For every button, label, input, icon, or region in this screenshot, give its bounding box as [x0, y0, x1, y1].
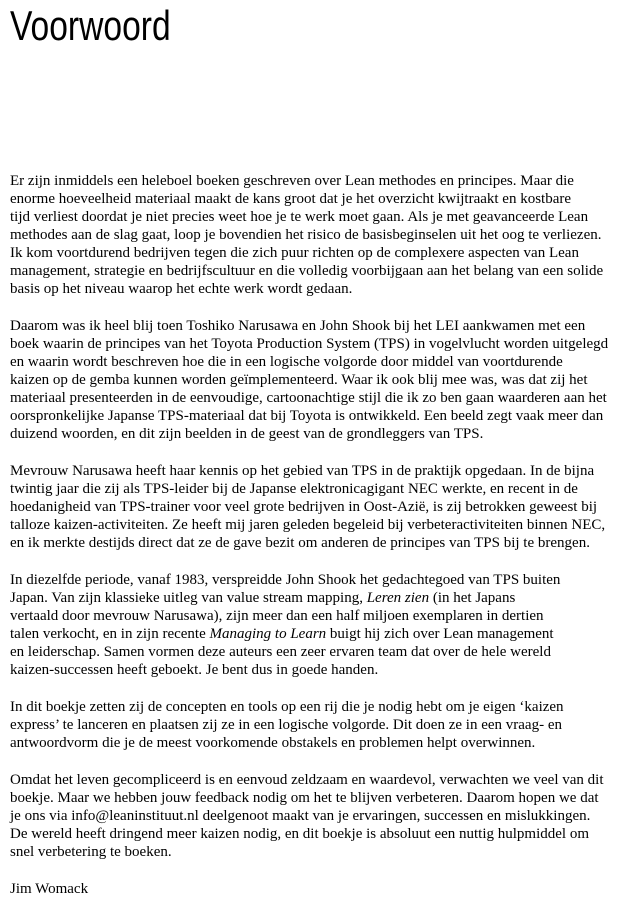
text-line — [10, 480, 626, 498]
book-title-managing-to-learn: Managing to Learn — [209, 626, 327, 642]
text-segment: boekje. Maar we hebben jouw feedback nodig om het te blijven verbeteren. Daarom hopen we dat — [10, 790, 599, 806]
text-line — [10, 716, 626, 734]
paragraph — [10, 462, 626, 552]
text-segment: antwoordvorm die je de meest voorkomende obstakels en problemen helpt overwinnen. — [10, 735, 536, 751]
text-segment: management, strategie en bedrijfscultuur en die volledig voorbijgaan aan het belang van een solide — [10, 263, 604, 279]
text-segment: Omdat het leven gecompliceerd is en eenvoud zeldzaam en waardevol, verwachten we veel van dit — [10, 772, 604, 788]
book-title-leren-zien: Leren zien — [366, 590, 430, 606]
text-segment: basis op het niveau waarop het echte werk wordt gedaan. — [10, 281, 353, 297]
text-line — [10, 661, 626, 679]
text-line — [10, 734, 626, 752]
text-segment: en ik merkte destijds direct dat ze de gave bezit om anderen de principes van TPS bij te brengen. — [10, 535, 590, 551]
paragraph — [10, 698, 626, 752]
paragraph — [10, 771, 626, 861]
text-segment: enorme hoeveelheid materiaal maakt de kans groot dat je het overzicht kwijtraakt en kostbare — [10, 191, 572, 207]
text-segment: deelgenoot maakt van je ervaringen, successen en mislukkingen. — [198, 808, 591, 824]
paragraph — [10, 571, 626, 679]
text-line — [10, 208, 626, 226]
signature: Jim Womack — [10, 881, 89, 897]
text-segment: kaizen op de gemba kunnen worden geïmplementeerd. Waar ik ook blij mee was, was dat zij het — [10, 372, 588, 388]
text-segment: en leiderschap. Samen vormen deze auteurs een zeer ervaren team dat over de hele wereld — [10, 644, 551, 660]
paragraph — [10, 317, 626, 443]
text-line — [10, 498, 626, 516]
text-segment: hoedanigheid van TPS-trainer voor veel grote bedrijven in Oost-Azië, is zij betrokken geweest bij — [10, 499, 598, 515]
text-segment: buigt hij zich over Lean management — [326, 626, 554, 642]
text-segment: snel verbetering te boeken. — [10, 844, 172, 860]
page-title: Voorwoord — [10, 2, 171, 49]
text-line — [10, 643, 626, 661]
text-line — [10, 172, 626, 190]
text-line — [10, 534, 626, 552]
text-segment: Daarom was ik heel blij toen Toshiko Narusawa en John Shook bij het LEI aankwamen met een — [10, 318, 586, 334]
text-segment: In dit boekje zetten zij de concepten en tools op een rij die je nodig hebt om je eigen ‘kaizen — [10, 699, 564, 715]
text-line — [10, 407, 626, 425]
text-line — [10, 317, 626, 335]
text-line — [10, 262, 626, 280]
text-line — [10, 698, 626, 716]
text-line — [10, 190, 626, 208]
text-line — [10, 389, 626, 407]
text-segment: duizend woorden, en dit zijn beelden in de geest van de grondleggers van TPS. — [10, 426, 484, 442]
text-segment: methodes aan de slag gaat, loop je bovendien het risico de basisbeginselen uit het oog te verliezen. — [10, 227, 602, 243]
text-segment: express’ te lanceren en plaatsen zij ze in een logische volgorde. Dit doen ze in een vraag- en — [10, 717, 562, 733]
text-line — [10, 462, 626, 480]
document-body — [10, 172, 626, 898]
text-segment: materiaal presenteerden in de eenvoudige, cartoonachtige stijl die ik zo ben gaan waarderen aan het — [10, 390, 607, 406]
text-line — [10, 607, 626, 625]
text-line — [10, 244, 626, 262]
text-segment: je ons via — [10, 808, 72, 824]
text-segment: (in het Japans — [429, 590, 516, 606]
text-segment: Japan. Van zijn klassieke uitleg van value stream mapping, — [10, 590, 367, 606]
text-line — [10, 625, 626, 643]
text-line — [10, 825, 626, 843]
text-segment: Er zijn inmiddels een heleboel boeken geschreven over Lean methodes en principes. Maar die — [10, 173, 574, 189]
text-segment: vertaald door mevrouw Narusawa), zijn meer dan een half miljoen exemplaren in dertien — [10, 608, 544, 624]
paragraph — [10, 172, 626, 298]
text-line — [10, 789, 626, 807]
text-segment: In diezelfde periode, vanaf 1983, verspreidde John Shook het gedachtegoed van TPS buiten — [10, 572, 561, 588]
text-segment: en waarin wordt beschreven hoe die in een logische volgorde door middel van voortdurende — [10, 354, 563, 370]
text-line — [10, 371, 626, 389]
text-segment: talloze kaizen-activiteiten. Ze heeft mij jaren geleden begeleid bij verbeteractiviteiten binnen NEC, — [10, 517, 606, 533]
text-line — [10, 335, 626, 353]
text-line — [10, 353, 626, 371]
text-line — [10, 589, 626, 607]
text-line — [10, 226, 626, 244]
text-line — [10, 425, 626, 443]
text-segment: De wereld heeft dringend meer kaizen nodig, en dit boekje is absoluut een nuttig hulpmiddel om — [10, 826, 590, 842]
text-segment: tijd verliest doordat je niet precies weet hoe je te werk moet gaan. Als je met geavanceerde Lean — [10, 209, 589, 225]
text-line — [10, 516, 626, 534]
text-segment: oorspronkelijke Japanse TPS-materiaal dat bij Toyota is ontwikkeld. Een beeld zegt vaak meer dan — [10, 408, 604, 424]
text-segment: kaizen-successen heeft geboekt. Je bent dus in goede handen. — [10, 662, 379, 678]
text-segment: Mevrouw Narusawa heeft haar kennis op het gebied van TPS in de praktijk opgedaan. In de bijna — [10, 463, 595, 479]
text-line — [10, 571, 626, 589]
text-segment: talen verkocht, en in zijn recente — [10, 626, 210, 642]
text-segment: twintig jaar die zij als TPS-leider bij de Japanse elektronicagigant NEC werkte, en recent in de — [10, 481, 578, 497]
text-segment: Ik kom voortdurend bedrijven tegen die zich puur richten op de complexere aspecten van Lean — [10, 245, 579, 261]
text-line — [10, 280, 626, 298]
email-text: info@leaninstituut.nl — [71, 808, 199, 824]
text-line — [10, 843, 626, 861]
text-line — [10, 807, 626, 825]
text-line — [10, 771, 626, 789]
text-segment: boek waarin de principes van het Toyota Production System (TPS) in vogelvlucht worden uitgelegd — [10, 336, 609, 352]
